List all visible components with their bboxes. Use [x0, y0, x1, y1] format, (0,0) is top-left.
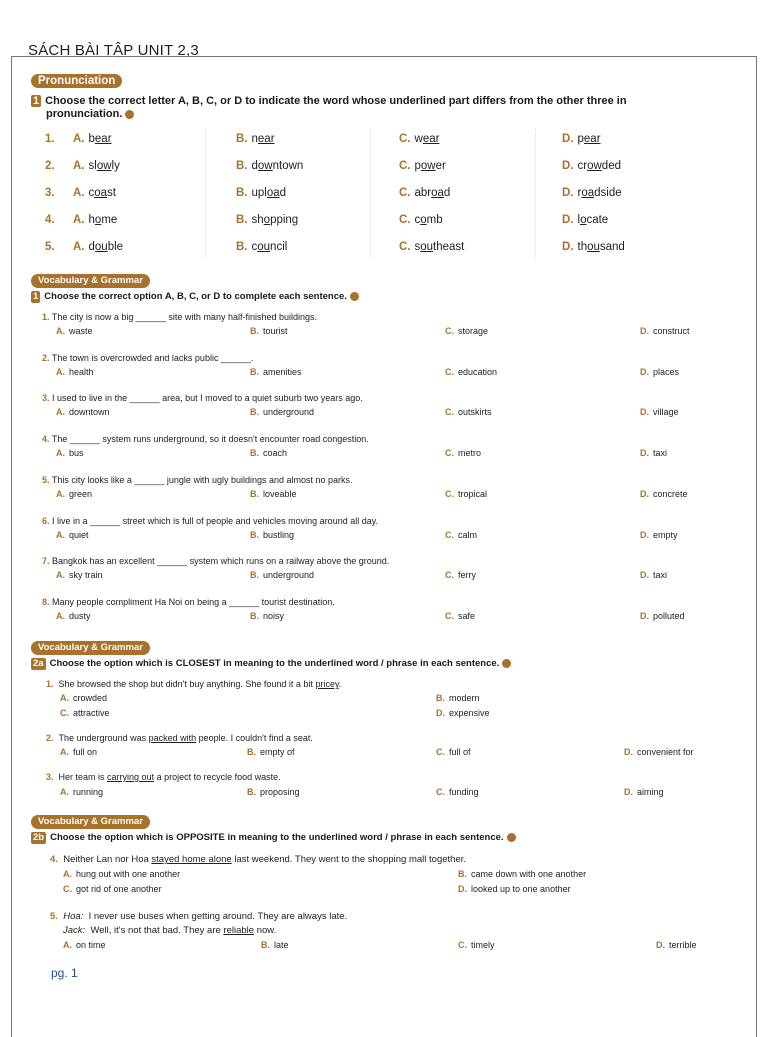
option-a[interactable]: A. crowded	[60, 693, 108, 703]
pronunciation-instruction-cont: pronunciation.	[46, 108, 134, 120]
option-a[interactable]: A. bus	[56, 448, 84, 459]
option-d[interactable]: D. concrete	[640, 488, 688, 499]
question-number: 1.	[45, 133, 55, 145]
option-d[interactable]: D. polluted	[640, 610, 685, 621]
audio-icon	[507, 833, 516, 842]
question-row: 4. The ______ system runs underground, so it doesn't encounter road congestion.	[42, 434, 369, 445]
question-number: 2.	[45, 160, 55, 172]
option-b[interactable]: B. bustling	[250, 529, 295, 540]
question-row: 1. The city is now a big ______ site with many half-finished buildings.	[42, 312, 318, 322]
option-c[interactable]: C. southeast	[399, 241, 465, 253]
option-a[interactable]: A. bear	[73, 133, 112, 145]
audio-icon	[350, 292, 359, 301]
question-row: 5. This city looks like a ______ jungle with ugly buildings and almost no parks.	[42, 474, 353, 485]
option-b[interactable]: B. proposing	[247, 787, 300, 797]
option-b[interactable]: B. council	[236, 241, 288, 253]
vocab2a-q3: 3. Her team is carrying out a project to recycle food waste.	[46, 772, 281, 782]
option-b[interactable]: B. underground	[250, 570, 315, 581]
option-c[interactable]: C. timely	[458, 940, 495, 950]
vocab2b-q5-line2: Jack: Well, it's not that bad. They are reliable now.	[63, 925, 277, 936]
question-number: 5.	[45, 241, 55, 253]
vocab2b-instruction: 2b Choose the option which is OPPOSITE in meaning to the underlined word / phrase in each sentence.	[31, 832, 516, 844]
option-b[interactable]: B. amenities	[250, 366, 302, 377]
option-c[interactable]: C. full of	[436, 747, 471, 757]
option-a[interactable]: A. slowly	[73, 160, 120, 172]
option-a[interactable]: A. hung out with one another	[63, 869, 181, 879]
option-a[interactable]: A. green	[56, 488, 93, 499]
option-b[interactable]: B. coach	[250, 448, 288, 459]
audio-icon	[502, 659, 511, 668]
option-b[interactable]: B. loveable	[250, 488, 297, 499]
option-c[interactable]: C. storage	[445, 326, 489, 336]
question-row: 3. I used to live in the ______ area, but I moved to a quiet suburb two years ago.	[42, 393, 363, 404]
question-number: 3.	[45, 187, 55, 199]
option-c[interactable]: C. wear	[399, 133, 440, 145]
option-c[interactable]: C. comb	[399, 214, 443, 226]
option-d[interactable]: D. locate	[562, 214, 609, 226]
option-a[interactable]: A. full on	[60, 747, 98, 757]
vocab1-instruction: 1 Choose the correct option A, B, C, or D to complete each sentence.	[31, 291, 359, 303]
question-row: 2. The town is overcrowded and lacks public ______.	[42, 352, 254, 363]
option-d[interactable]: D. taxi	[640, 448, 668, 459]
option-a[interactable]: A. dusty	[56, 610, 91, 621]
option-b[interactable]: B. tourist	[250, 326, 288, 336]
option-d[interactable]: D. looked up to one another	[458, 884, 571, 894]
option-d[interactable]: D. construct	[640, 326, 690, 336]
option-b[interactable]: B. modern	[436, 693, 480, 703]
document-title: SÁCH BÀI TẬP UNIT 2,3	[28, 42, 199, 59]
option-b[interactable]: B. noisy	[250, 610, 285, 621]
exercise-number: 1	[33, 291, 39, 302]
pronunciation-tag: Pronunciation	[31, 74, 122, 88]
option-c[interactable]: C. abroad	[399, 187, 451, 199]
option-b[interactable]: B. downtown	[236, 160, 304, 172]
option-a[interactable]: A. home	[73, 214, 118, 226]
option-a[interactable]: A. quiet	[56, 529, 89, 540]
option-a[interactable]: A. double	[73, 241, 124, 253]
audio-icon	[125, 110, 134, 119]
option-c[interactable]: C. education	[445, 366, 498, 377]
option-b[interactable]: B. near	[236, 133, 275, 145]
vocab2a-instruction: 2a Choose the option which is CLOSEST in meaning to the underlined word / phrase in each sentence.	[31, 658, 511, 670]
exercise-number: 2b	[33, 832, 45, 843]
option-d[interactable]: D. convenient for	[624, 747, 694, 757]
option-d[interactable]: D. empty	[640, 529, 678, 540]
option-c[interactable]: C. funding	[436, 787, 479, 797]
option-c[interactable]: C. metro	[445, 448, 482, 459]
option-d[interactable]: D. roadside	[562, 187, 622, 199]
option-c[interactable]: C. ferry	[445, 570, 476, 581]
option-d[interactable]: D. pear	[562, 133, 601, 145]
question-row: 8. Many people compliment Ha Noi on being a ______ tourist destination.	[42, 596, 335, 607]
option-b[interactable]: B. underground	[250, 407, 315, 418]
question-row: 7. Bangkok has an excellent ______ system which runs on a railway above the ground.	[42, 556, 390, 567]
question-number: 4.	[45, 214, 55, 226]
option-a[interactable]: A. waste	[56, 326, 93, 336]
vocab-grammar-tag: Vocabulary & Grammar	[31, 815, 150, 829]
vocab-grammar-tag: Vocabulary & Grammar	[31, 641, 150, 655]
option-d[interactable]: D. expensive	[436, 708, 490, 718]
option-d[interactable]: D. terrible	[656, 940, 697, 950]
vocab2a-q1: 1. She browsed the shop but didn't buy anything. She found it a bit pricey.	[46, 679, 342, 689]
option-a[interactable]: A. on time	[63, 940, 106, 950]
option-d[interactable]: D. aiming	[624, 787, 664, 797]
option-b[interactable]: B. upload	[236, 187, 287, 199]
option-c[interactable]: C. tropical	[445, 488, 488, 499]
option-a[interactable]: A. health	[56, 366, 94, 377]
option-c[interactable]: C. attractive	[60, 708, 110, 718]
option-a[interactable]: A. running	[60, 787, 104, 797]
vocab2a-q2: 2. The underground was packed with people. I couldn't find a seat.	[46, 733, 313, 743]
option-c[interactable]: C. got rid of one another	[63, 884, 162, 894]
option-b[interactable]: B. late	[261, 940, 289, 950]
page-number: pg. 1	[51, 966, 78, 980]
vocab2b-q5-line1: 5. Hoa: I never use buses when getting around. They are always late.	[50, 911, 348, 922]
option-b[interactable]: B. shopping	[236, 214, 299, 226]
option-c[interactable]: C. power	[399, 160, 446, 172]
option-a[interactable]: A. sky train	[56, 570, 103, 581]
question-row: 6. I live in a ______ street which is full of people and vehicles moving around all day.	[42, 515, 379, 526]
option-d[interactable]: D. crowded	[562, 160, 621, 172]
vocab2b-q4: 4. Neither Lan nor Hoa stayed home alone last weekend. They went to the shopping mall together.	[50, 854, 467, 865]
option-c[interactable]: C. calm	[445, 529, 478, 540]
option-d[interactable]: D. thousand	[562, 241, 625, 253]
option-d[interactable]: D. places	[640, 366, 680, 377]
option-a[interactable]: A. downtown	[56, 407, 110, 418]
pronunciation-instruction: 1 Choose the correct letter A, B, C, or D to indicate the word whose underlined part differs from the other three in	[33, 95, 627, 107]
option-d[interactable]: D. village	[640, 407, 679, 418]
option-c[interactable]: C. outskirts	[445, 407, 492, 418]
option-c[interactable]: C. safe	[445, 610, 476, 621]
option-b[interactable]: B. empty of	[247, 747, 295, 757]
option-a[interactable]: A. coast	[73, 187, 116, 199]
option-b[interactable]: B. came down with one another	[458, 869, 587, 879]
exercise-number: 2a	[33, 658, 44, 669]
vocab-grammar-tag: Vocabulary & Grammar	[31, 274, 150, 288]
exercise-number: 1	[33, 95, 40, 107]
option-d[interactable]: D. taxi	[640, 570, 668, 581]
